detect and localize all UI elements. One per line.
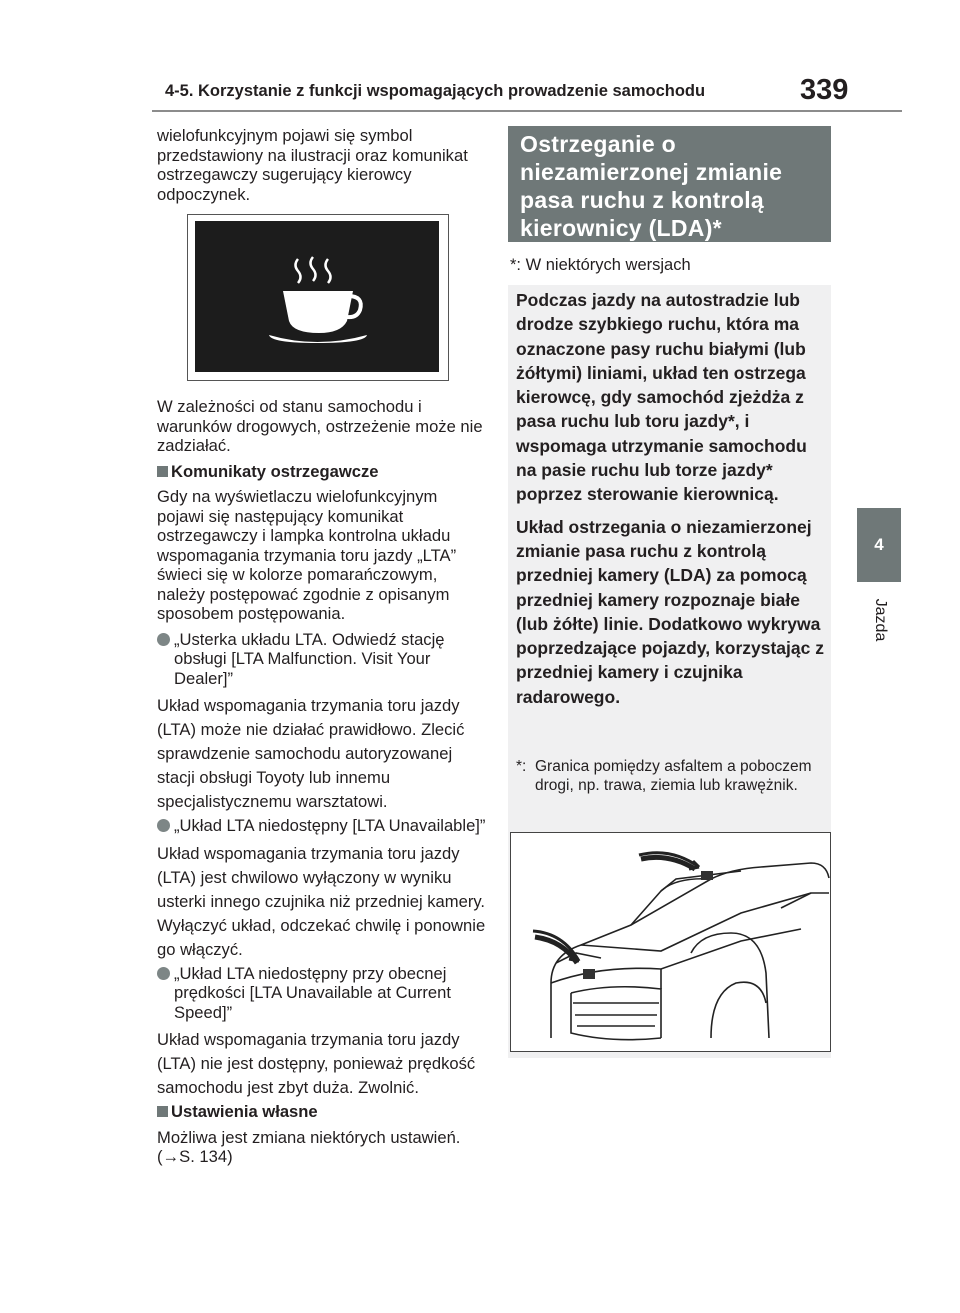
bullet-lta-unavailable-text: „Układ LTA niedostępny [LTA Unavailable]” [174,816,486,835]
page-number: 339 [800,74,849,106]
bullet-lta-malfunction [157,630,487,689]
square-bullet-icon [157,1106,168,1117]
car-camera-figure [510,832,831,1052]
display-screen [195,221,439,372]
footnote-label: *: [516,758,527,775]
bullet-lta-unavailable-body: Układ wspomagania trzymania toru jazdy (LTA) jest chwilowo wyłączony w wyniku usterki innego czujnika niż przedniej kamery. Wyłączyć układ, odczekać chwilę i ponownie go włączyć. [157,843,486,959]
coffee-cup-figure [187,214,449,381]
summary-text [516,288,826,717]
left-column [157,126,487,1173]
version-note: *: W niektórych wersjach [510,256,691,274]
section-custom-settings-body: Możliwa jest zmiana niektórych ustawień. (→S. 134) [157,1127,461,1166]
car-front-camera-illustration [511,833,830,1051]
bullet-lta-speed-body: Układ wspomagania trzymania toru jazdy (LTA) nie jest dostępny, ponieważ prędkość samochodu jest zbyt duża. Zwolnić. [157,1030,476,1097]
square-bullet-icon [157,466,168,477]
round-bullet-icon [157,633,170,646]
round-bullet-icon [157,819,170,832]
summary-paragraph-1: Podczas jazdy na autostradzie lub drodze szybkiego ruchu, która ma oznaczone pasy ruchu białymi (lub żółtymi) liniami, układ ten ostrzega kierowcę, gdy samochód zjeżdża z pasa ruchu lub toru jazdy*, i wspomaga utrzymanie samochodu na pasie ruchu lub torze jazdy* poprzez sterowanie kierownicą. [516,290,807,505]
coffee-cup-icon [195,221,439,372]
page-header-title: 4-5. Korzystanie z funkcji wspomagających prowadzenie samochodu [165,82,706,100]
round-bullet-icon [157,967,170,980]
section-warning-messages-title: Komunikaty ostrzegawcze [171,461,379,481]
chapter-label-container [860,580,900,660]
chapter-number: 4 [874,535,884,554]
bullet-lta-speed [157,964,487,1023]
bullet-lta-speed-text: „Układ LTA niedostępny przy obecnej prędkości [LTA Unavailable at Current Speed]” [174,963,452,1022]
after-figure-paragraph: W zależności od stanu samochodu i warunków drogowych, ostrzeżenie może nie zadziałać. [157,397,483,455]
section-warning-messages [157,462,487,482]
section-title-box: Ostrzeganie o niezamierzonej zmianie pasa ruchu z kontrolą kierownicy (LDA)* [508,126,831,242]
bullet-lta-malfunction-body: Układ wspomagania trzymania toru jazdy (LTA) może nie działać prawidłowo. Zlecić sprawdzenie samochodu autoryzowanej stacji obsługi Toyoty lub innemu specjalistycznemu warsztatowi. [157,696,465,811]
section-custom-settings-title: Ustawienia własne [171,1102,318,1121]
chapter-label: Jazda [872,598,889,642]
section-custom-settings [157,1102,487,1122]
header-divider [152,110,902,112]
section-warning-messages-body: Gdy na wyświetlaczu wielofunkcyjnym pojawi się następujący komunikat ostrzegawczy i lampka kontrolna układu wspomagania trzymania toru jazdy „LTA” świeci się w kolorze pomarańczowym, należy postępować zgodnie z opisanym sposobem postępowania. [157,487,457,623]
summary-paragraph-2: Układ ostrzegania o niezamierzonej zmianie pasa ruchu z kontrolą przedniej kamery (LDA) za pomocą przedniej kamery rozpoznaje białe (lub żółte) linie. Dodatkowo wykrywa poprzedzające pojazdy, korzystając z przedniej kamery i czujnika radarowego. [516,516,824,707]
bullet-lta-unavailable [157,816,487,836]
footnote-text: Granica pomiędzy asfaltem a poboczem drogi, np. trawa, ziemia lub krawężnik. [535,758,812,794]
footnote [516,758,828,795]
chapter-tab[interactable] [857,508,901,582]
bullet-lta-malfunction-text: „Usterka układu LTA. Odwiedź stację obsługi [LTA Malfunction. Visit Your Dealer]” [174,629,445,688]
intro-paragraph: wielofunkcyjnym pojawi się symbol przedstawiony na ilustracji oraz komunikat ostrzegawczy sugerujący kierowcy odpoczynek. [157,126,468,204]
